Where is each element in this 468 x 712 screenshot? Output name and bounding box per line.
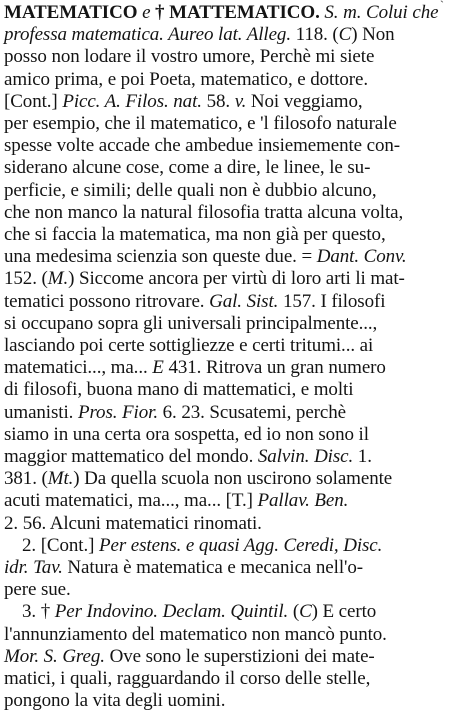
- italic-text: e: [142, 2, 151, 23]
- entry-text: 58.: [201, 90, 235, 112]
- entry-line: [4, 135, 464, 157]
- corner-mark: `: [440, 0, 444, 12]
- italic-text: S. m. Colui che: [319, 2, 439, 23]
- entry-line: [4, 579, 464, 601]
- italic-text: Per estens. e quasi Agg. Ceredi, Disc.: [99, 534, 383, 556]
- entry-line: [4, 69, 464, 91]
- italic-text: M.: [47, 268, 69, 290]
- entry-text: si occupano sopra gli universali principalmente...,: [4, 312, 378, 334]
- entry-text: acuti matematici, ma..., ma... [: [4, 490, 232, 512]
- entry-line: [4, 379, 464, 401]
- italic-text: idr. Tav.: [4, 557, 63, 578]
- entry-text: 2. 56. Alcuni matematici rinomati.: [4, 512, 262, 534]
- italic-text: C: [338, 24, 352, 46]
- italic-text: Picc. A. Filos. nat.: [62, 90, 202, 112]
- entry-text: matematici..., ma...: [4, 357, 153, 379]
- entry-text: 431. Ritrova un gran numero: [163, 357, 386, 379]
- entry-text: per esempio, che il matematico, e 'l filosofo naturale: [4, 113, 397, 134]
- entry-text: 6. 23. Scusatemi, perchè: [157, 401, 346, 423]
- entry-line: [4, 180, 464, 202]
- entry-line: [4, 46, 464, 68]
- entry-line: [4, 202, 464, 224]
- entry-text: 118. (: [290, 24, 339, 46]
- entry-text: 381. (: [4, 468, 48, 490]
- entry-line: [4, 402, 464, 424]
- entry-line: [4, 113, 464, 135]
- entry-line: [22, 535, 464, 557]
- entry-line: [4, 291, 464, 313]
- entry-line: [4, 313, 464, 335]
- italic-text: Per Indovino. Declam. Quintil.: [54, 601, 289, 623]
- italic-text: Gal. Sist.: [209, 290, 279, 312]
- entry-text: Ove sono le superstizioni dei mate-: [104, 645, 375, 667]
- entry-line: [4, 668, 464, 690]
- entry-line: [4, 690, 464, 712]
- entry-text: ]: [246, 490, 258, 512]
- entry-line: [4, 246, 464, 268]
- entry-text: (: [288, 601, 300, 623]
- entry-text: pongono la vita degli uomini.: [4, 690, 226, 712]
- entry-text: 3. †: [22, 601, 55, 623]
- entry-text: che non manco la natural filosofia tratta alcuna volta,: [4, 201, 404, 223]
- entry-text: una medesima scienzia son queste due. =: [4, 246, 317, 268]
- entry-line: [4, 157, 464, 179]
- entry-line: [4, 446, 464, 468]
- entry-text: ) Siccome ancora per virtù di loro arti li mat-: [68, 268, 405, 290]
- headword-text: † MATTEMATICO.: [150, 2, 320, 23]
- entry-line: [22, 601, 464, 623]
- entry-text: matici, i quali, ragguardando il corso delle stelle,: [4, 668, 371, 689]
- entry-line: [4, 557, 464, 579]
- italic-text: Pros. Fior.: [77, 401, 158, 423]
- entry-line: [4, 224, 464, 246]
- entry-text: [Cont.]: [4, 90, 63, 112]
- italic-text: Mt.: [47, 468, 74, 490]
- entry-text: 157. I filosofi: [278, 290, 386, 312]
- entry-line: [4, 24, 464, 46]
- entry-text: l'annunziamento del matematico non mancò punto.: [4, 623, 387, 645]
- entry-text: che si faccia la matematica, ma non già per questo,: [4, 224, 386, 245]
- entry-line: [4, 357, 464, 379]
- entry-text: siderano alcune cose, come a dire, le linee, le su-: [4, 157, 371, 179]
- italic-text: Salvin. Disc.: [257, 446, 354, 467]
- italic-text: E: [152, 357, 164, 379]
- entry-text: T.: [231, 490, 247, 512]
- entry-line: [4, 268, 464, 290]
- entry-text: 1.: [353, 446, 372, 467]
- entry-text: maggior mattematico del mondo.: [4, 446, 258, 467]
- entry-text: posso non lodare il vostro umore, Perchè mi siete: [4, 46, 375, 68]
- entry-line: [4, 624, 464, 646]
- entry-text: 152. (: [4, 268, 48, 290]
- entry-text: perficie, e simili; delle quali non è dubbio alcuno,: [4, 179, 377, 201]
- italic-text: v.: [234, 90, 247, 112]
- entry-line: [4, 513, 464, 535]
- entry-text: ) Non: [351, 24, 395, 46]
- entry-line: [4, 335, 464, 357]
- entry-text: spesse volte accade che ambedue insiememente con-: [4, 135, 401, 157]
- entry-text: Noi veggiamo,: [246, 90, 363, 112]
- italic-text: professa matematica. Aureo lat. Alleg.: [4, 24, 291, 46]
- entry-text: amico prima, e poi Poeta, matematico, e dottore.: [4, 68, 368, 90]
- entry-line: [4, 490, 464, 512]
- italic-text: Dant. Conv.: [316, 246, 407, 268]
- entry-text: tematici possono ritrovare.: [4, 290, 210, 312]
- entry-text: lasciando poi certe sottigliezze e certi tritumi... ai: [4, 335, 374, 356]
- entry-text: pere sue.: [4, 579, 71, 601]
- entry-line: [4, 2, 464, 24]
- headword-text: MATEMATICO: [4, 2, 143, 23]
- entry-text: ) E certo: [311, 601, 377, 623]
- entry-text: 2. [Cont.]: [22, 534, 100, 556]
- entry-line: [4, 646, 464, 668]
- entry-line: [4, 91, 464, 113]
- entry-text: siamo in una certa ora sospetta, ed io non sono il: [4, 423, 369, 445]
- entry-text: ) Da quella scuola non uscirono solamente: [73, 468, 393, 490]
- entry-text: umanisti.: [4, 401, 78, 423]
- entry-line: [4, 468, 464, 490]
- entry-text: di filosofi, buona mano di mattematici, e molti: [4, 379, 354, 401]
- italic-text: Pallav. Ben.: [257, 490, 349, 512]
- italic-text: C: [299, 601, 312, 623]
- entry-line: [4, 424, 464, 446]
- entry-text: Natura è matematica e mecanica nell'o-: [62, 557, 363, 578]
- italic-text: Mor. S. Greg.: [4, 645, 105, 667]
